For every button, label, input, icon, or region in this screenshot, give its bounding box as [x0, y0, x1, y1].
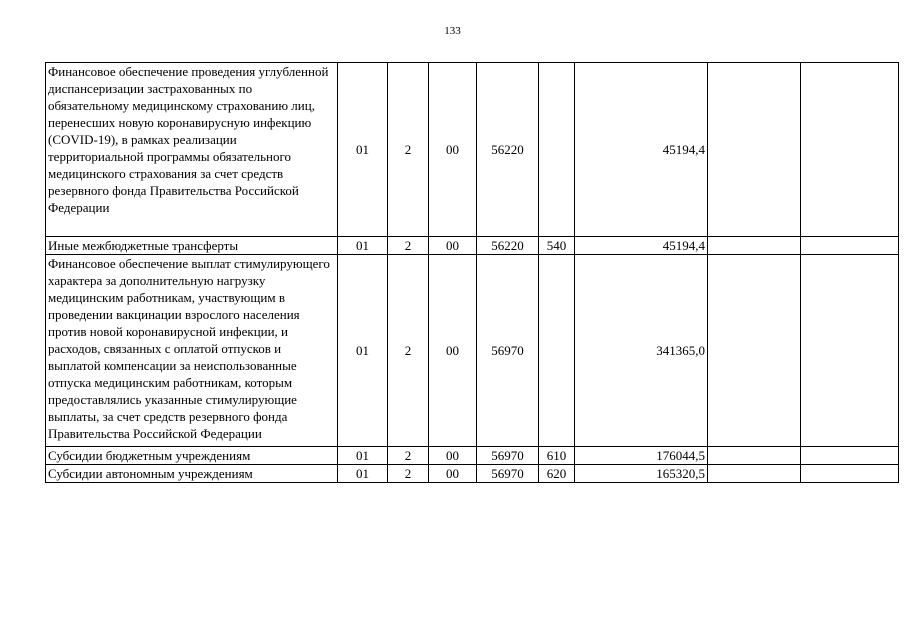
- row-name: Финансовое обеспечение проведения углубленной диспансеризации застрахованных по обязательному медицинскому страхованию лиц, перенесших новую коронавирусную инфекцию (COVID-19), в рамках реализации территориальной программы обязательного медицинского страхования за счет средств резервного фонда Правительства Российской Федерации: [46, 63, 338, 237]
- code-direction: 56970: [477, 255, 539, 447]
- page-number: 133: [444, 25, 461, 37]
- amount-cell: 341365,0: [575, 255, 708, 447]
- code-direction: 56220: [477, 63, 539, 237]
- amount-cell: 176044,5: [575, 447, 708, 465]
- code-direction: 56970: [477, 447, 539, 465]
- empty-cell: [801, 237, 899, 255]
- table-row: [46, 465, 899, 483]
- amount-cell: 45194,4: [575, 63, 708, 237]
- empty-cell: [708, 255, 801, 447]
- empty-cell: [801, 447, 899, 465]
- code-expense-type: 540: [539, 237, 575, 255]
- code-direction: 56220: [477, 237, 539, 255]
- code-program: 01: [338, 447, 388, 465]
- code-activity: 00: [429, 465, 477, 483]
- empty-cell: [708, 63, 801, 237]
- code-program: 01: [338, 465, 388, 483]
- empty-cell: [801, 465, 899, 483]
- empty-cell: [708, 447, 801, 465]
- table-row: [46, 63, 899, 237]
- code-program: 01: [338, 237, 388, 255]
- empty-cell: [708, 237, 801, 255]
- code-program: 01: [338, 63, 388, 237]
- amount-cell: 45194,4: [575, 237, 708, 255]
- budget-table: [45, 62, 899, 483]
- code-activity: 00: [429, 237, 477, 255]
- code-subprogram: 2: [388, 255, 429, 447]
- table-row: [46, 255, 899, 447]
- code-activity: 00: [429, 63, 477, 237]
- code-program: 01: [338, 255, 388, 447]
- table-row: [46, 447, 899, 465]
- table-row: [46, 237, 899, 255]
- row-name: Финансовое обеспечение выплат стимулирующего характера за дополнительную нагрузку медицинским работникам, участвующим в проведении вакцинации взрослого населения против новой коронавирусной инфекции, и расходов, связанных с оплатой отпусков и выплатой компенсации за неиспользованные отпуска медицинским работникам, которым предоставлялись указанные стимулирующие выплаты, за счет средств резервного фонда Правительства Российской Федерации: [46, 255, 338, 447]
- code-subprogram: 2: [388, 63, 429, 237]
- code-expense-type: 610: [539, 447, 575, 465]
- code-subprogram: 2: [388, 447, 429, 465]
- amount-cell: 165320,5: [575, 465, 708, 483]
- row-name: Иные межбюджетные трансферты: [46, 237, 338, 255]
- code-expense-type: [539, 255, 575, 447]
- code-expense-type: 620: [539, 465, 575, 483]
- row-name: Субсидии автономным учреждениям: [46, 465, 338, 483]
- code-activity: 00: [429, 255, 477, 447]
- row-name: Субсидии бюджетным учреждениям: [46, 447, 338, 465]
- code-subprogram: 2: [388, 465, 429, 483]
- empty-cell: [801, 63, 899, 237]
- code-direction: 56970: [477, 465, 539, 483]
- code-expense-type: [539, 63, 575, 237]
- empty-cell: [801, 255, 899, 447]
- empty-cell: [708, 465, 801, 483]
- code-subprogram: 2: [388, 237, 429, 255]
- code-activity: 00: [429, 447, 477, 465]
